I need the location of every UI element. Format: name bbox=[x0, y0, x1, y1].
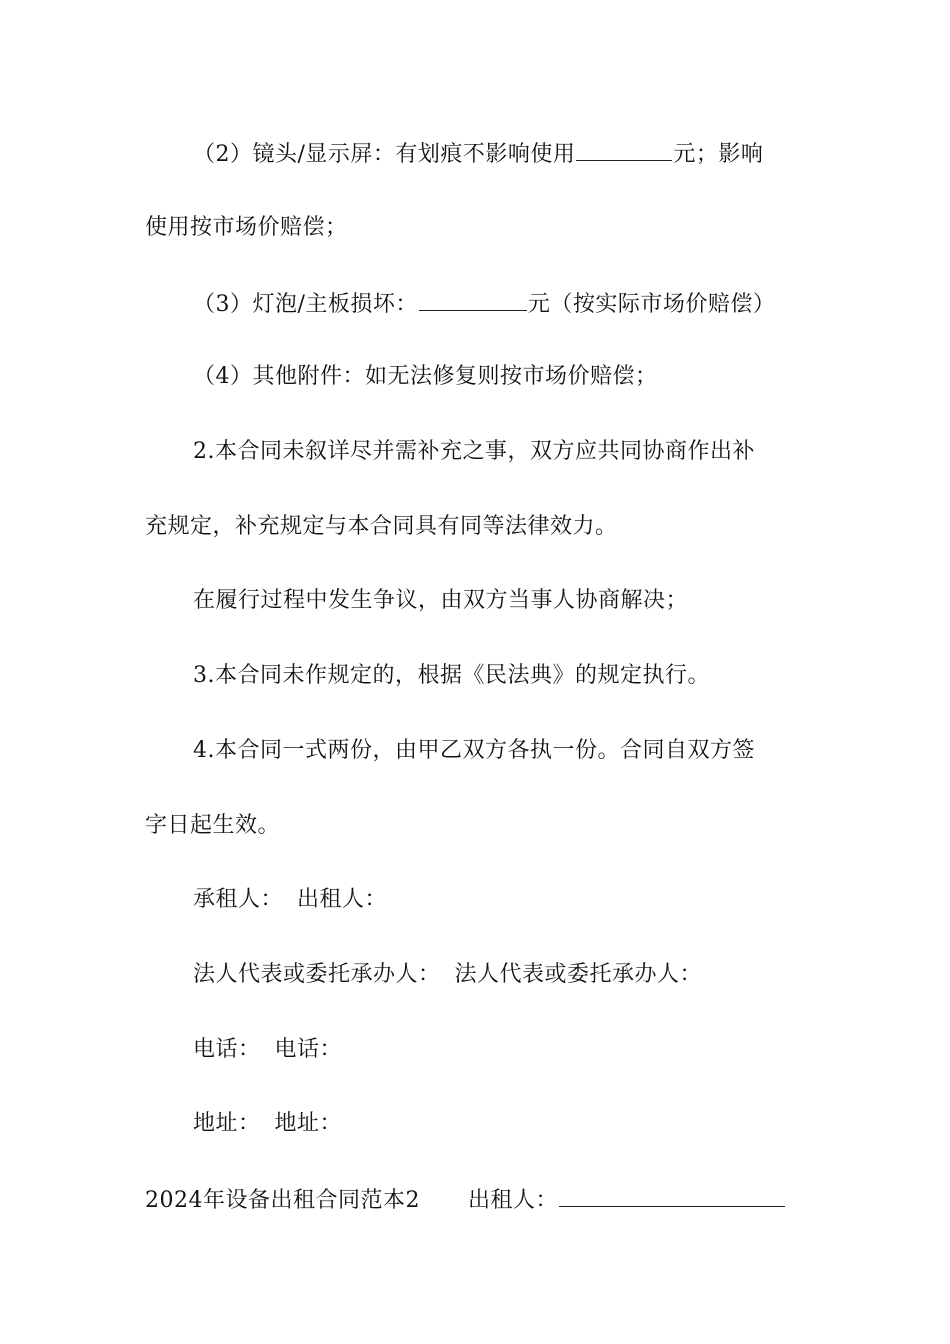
phone-right-label: 电话： bbox=[274, 1037, 343, 1062]
phone-left-label: 电话： bbox=[193, 1037, 261, 1062]
clause-item-2-continued: 使用按市场价赔偿； bbox=[145, 215, 348, 240]
clause-item-3-text-end: 元（按实际市场价赔偿） bbox=[527, 292, 776, 317]
clause-item-2-text: （2）镜头/显示屏：有划痕不影响使用 bbox=[193, 142, 576, 167]
clause-4: 4.本合同一式两份，由甲乙双方各执一份。合同自双方签 bbox=[193, 738, 755, 763]
address-left-label: 地址： bbox=[193, 1111, 261, 1136]
clause-item-3 bbox=[193, 288, 810, 320]
clause-item-2 bbox=[193, 138, 810, 170]
fill-blank bbox=[419, 288, 527, 311]
signature-addresses bbox=[193, 1109, 810, 1139]
next-contract-title: 2024年设备出租合同范本2 bbox=[145, 1188, 420, 1213]
lessee-label: 承租人： bbox=[193, 887, 284, 912]
next-lessor-label: 出租人： bbox=[468, 1188, 559, 1213]
signature-parties bbox=[193, 885, 810, 915]
clause-2: 2.本合同未叙详尽并需补充之事，双方应共同协商作出补 bbox=[193, 439, 755, 464]
clause-item-3-text: （3）灯泡/主板损坏： bbox=[193, 292, 418, 317]
rep-right-label: 法人代表或委托承办人： bbox=[454, 962, 703, 987]
signature-phones bbox=[193, 1035, 810, 1065]
clause-4-continued: 字日起生效。 bbox=[145, 813, 281, 838]
signature-representatives bbox=[193, 960, 810, 990]
fill-blank bbox=[576, 138, 672, 161]
lessor-label: 出租人： bbox=[297, 887, 388, 912]
clause-item-4: （4）其他附件：如无法修复则按市场价赔偿； bbox=[193, 364, 658, 389]
dispute-clause: 在履行过程中发生争议，由双方当事人协商解决； bbox=[193, 588, 689, 613]
next-contract-header bbox=[145, 1184, 810, 1216]
address-right-label: 地址： bbox=[274, 1111, 343, 1136]
clause-3: 3.本合同未作规定的，根据《民法典》的规定执行。 bbox=[193, 663, 710, 688]
fill-blank bbox=[559, 1184, 785, 1207]
clause-item-2-text-end: 元；影响 bbox=[673, 142, 764, 167]
clause-2-continued: 充规定，补充规定与本合同具有同等法律效力。 bbox=[145, 514, 618, 539]
rep-left-label: 法人代表或委托承办人： bbox=[193, 962, 441, 987]
